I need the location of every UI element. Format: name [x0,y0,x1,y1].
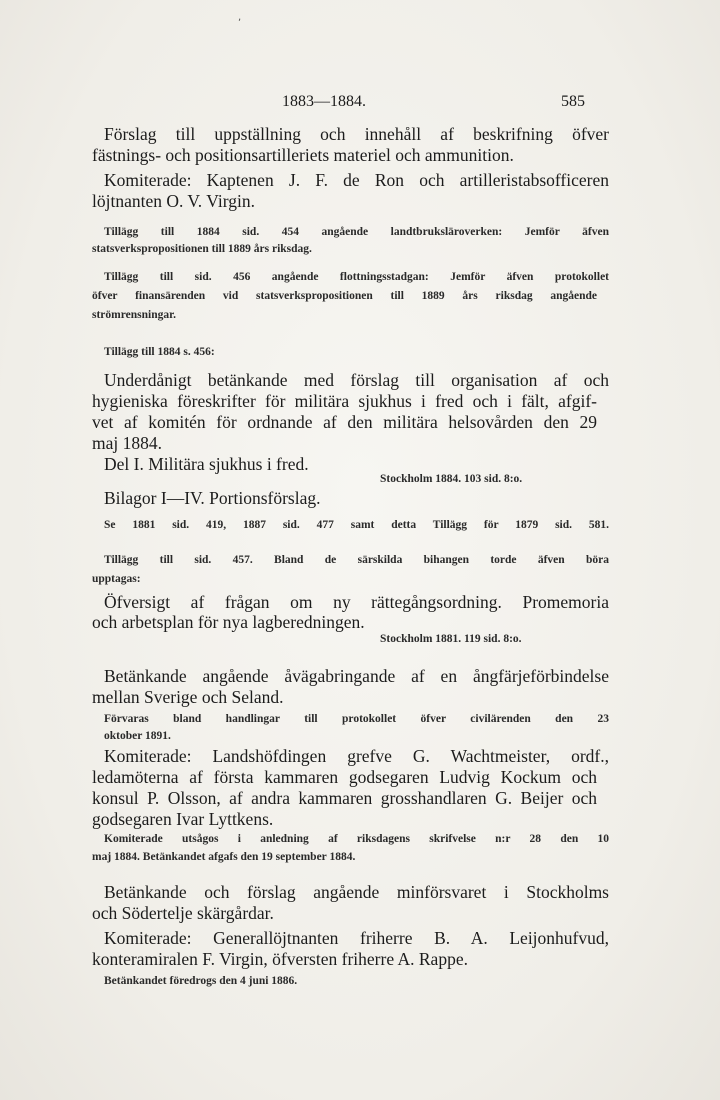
note-line: Komiterade utsågos i anledning af riksdagens skrifvelse n:r 28 den 10 [104,833,609,845]
note-line: Betänkandet föredrogs den 4 juni 1886. [104,975,298,987]
entry-title-line: Öfversigt af frågan om ny rättegångsordning. Promemoria [104,592,609,612]
entry-title-line: och arbetsplan för nya lagberedningen. [92,612,365,632]
entry-title-line: Betänkande angående åvägabringande af en ångfärjeförbindelse [104,666,609,686]
note-line: Tillägg till sid. 456 angående flottningsstadgan: Jemför äfven protokollet [104,271,609,283]
committee-line: godsegaren Ivar Lyttkens. [92,809,274,829]
note-line: öfver finansärenden vid statsverkspropositionen till 1889 års riksdag angående [92,290,597,302]
entry-title-line: mellan Sverige och Seland. [92,687,284,707]
entry-title-line: Underdånigt betänkande med förslag till organisation af och [104,370,609,390]
committee-line: Komiterade: Generallöjtnanten friherre B. A. Leijonhufvud, [104,928,609,948]
entry-title-line: vet af komitén för ordnande af den militära helsovården den 29 [92,412,597,432]
committee-line: ledamöterna af första kammaren godsegaren Ludvig Kockum och [92,767,597,787]
note-line: Se 1881 sid. 419, 1887 sid. 477 samt detta Tillägg för 1879 sid. 581. [104,519,609,531]
note-line: strömrensningar. [92,309,177,321]
imprint-line: Stockholm 1884. 103 sid. 8:o. [380,473,523,485]
entry-part-line: Bilagor I—IV. Portionsförslag. [104,488,321,508]
note-line: Tillägg till sid. 457. Bland de särskilda bihangen torde äfven böra [104,554,609,566]
note-line: statsverkspropositionen till 1889 års riksdag. [92,243,312,255]
note-line: Tillägg till 1884 s. 456: [104,346,215,358]
entry-title-line: hygieniska föreskrifter för militära sjukhus i fred och i fält, afgif- [92,391,597,411]
note-line: oktober 1891. [104,730,171,742]
page-number: 585 [561,93,585,110]
note-line: Förvaras bland handlingar till protokollet öfver civilärenden den 23 [104,713,609,725]
stray-mark: , [238,12,242,23]
committee-line: löjtnanten O. V. Virgin. [92,191,255,211]
committee-line: konteramiralen F. Virgin, öfversten friherre A. Rappe. [92,949,468,969]
entry-title-line: Förslag till uppställning och innehåll af beskrifning öfver [104,124,609,144]
note-line: Tillägg till 1884 sid. 454 angående landtbruksläroverken: Jemför äfven [104,226,609,238]
entry-part-line: Del I. Militära sjukhus i fred. [104,454,309,474]
entry-title-line: och Södertelje skärgårdar. [92,903,274,923]
header-years: 1883—1884. [282,93,366,110]
note-line: maj 1884. Betänkandet afgafs den 19 september 1884. [92,851,356,863]
committee-line: Komiterade: Landshöfdingen grefve G. Wachtmeister, ordf., [104,746,609,766]
committee-line: Komiterade: Kaptenen J. F. de Ron och artilleristabsofficeren [104,170,609,190]
entry-title-line: Betänkande och förslag angående minförsvaret i Stockholms [104,882,609,902]
entry-title-line: fästnings- och positionsartilleriets materiel och ammunition. [92,145,514,165]
imprint-line: Stockholm 1881. 119 sid. 8:o. [380,633,522,645]
committee-line: konsul P. Olsson, af andra kammaren grosshandlaren G. Beijer och [92,788,597,808]
note-line: upptagas: [92,573,141,585]
entry-title-line: maj 1884. [92,433,162,453]
